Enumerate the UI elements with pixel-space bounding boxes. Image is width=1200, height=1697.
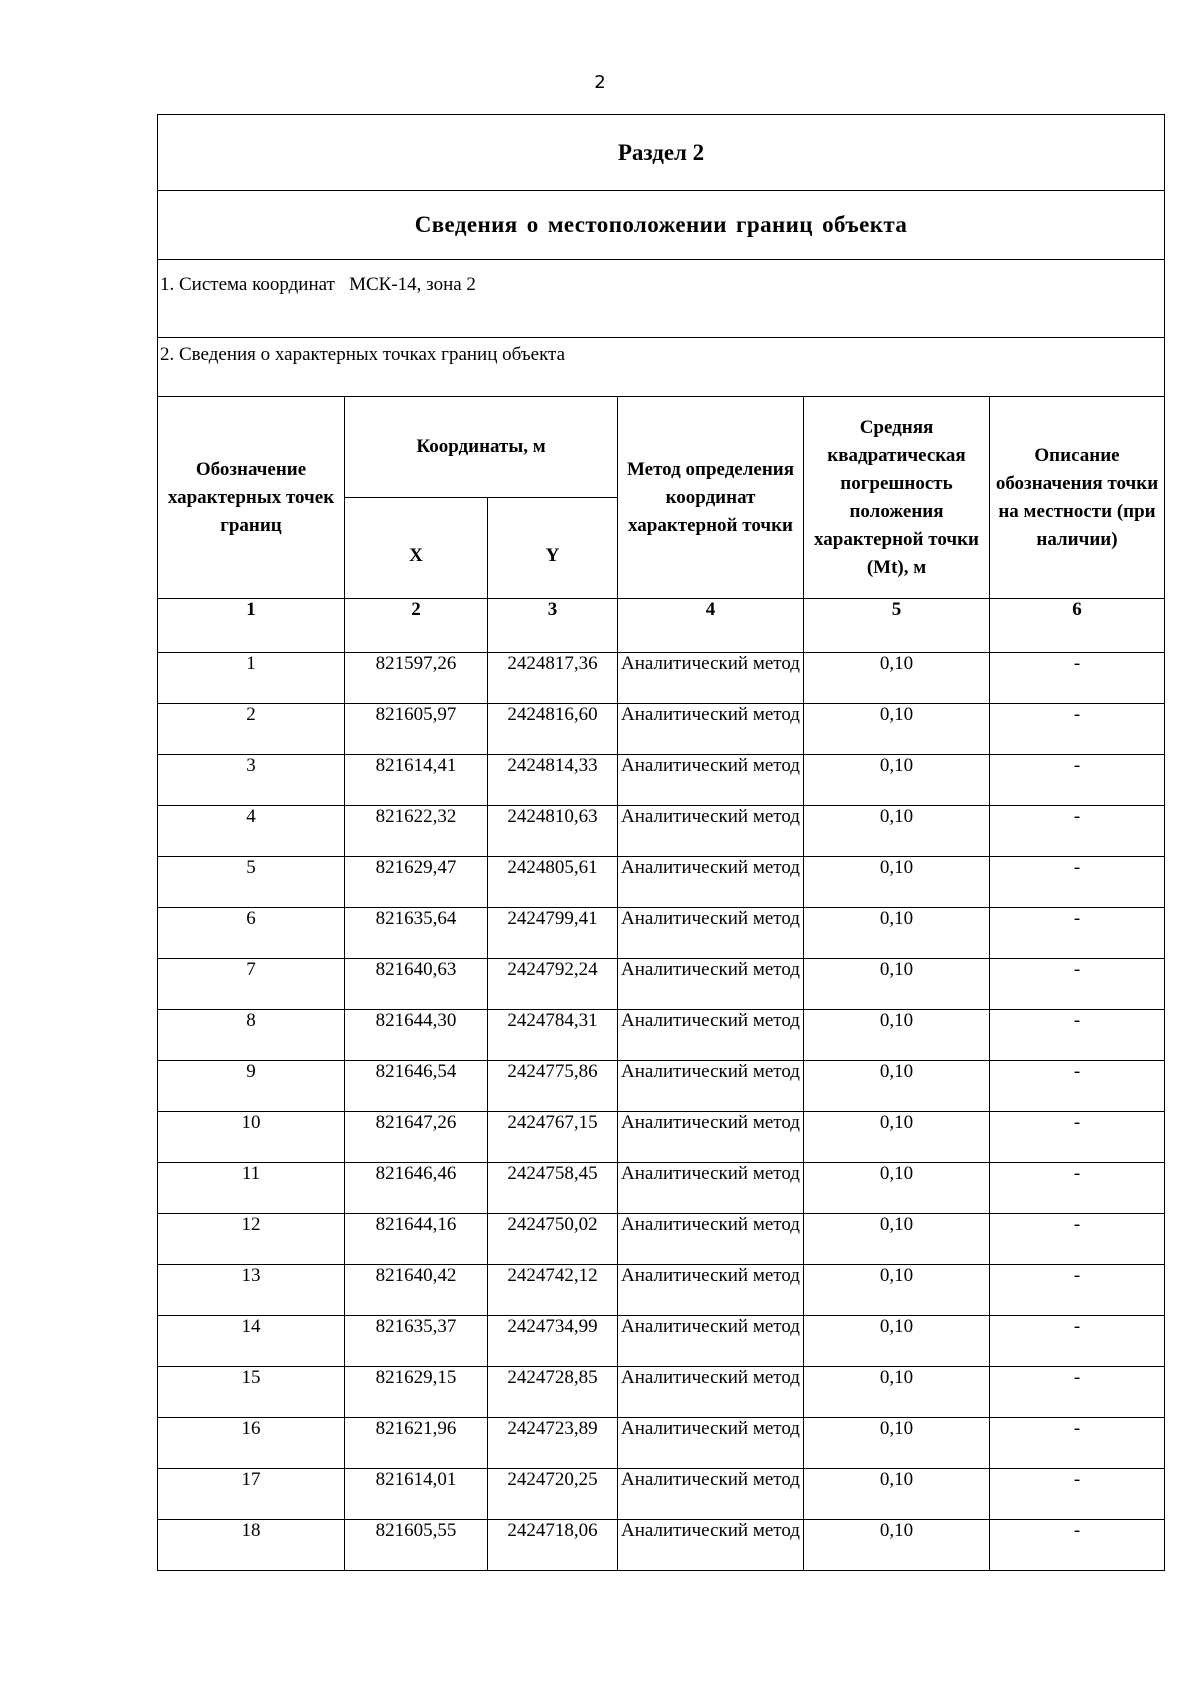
header-x: X (409, 545, 423, 566)
accuracy-cell: 0,10 (804, 1010, 990, 1061)
y-coordinate-cell: 2424734,99 (488, 1316, 618, 1367)
boundary-points-table (157, 114, 1165, 1571)
x-coordinate-cell: 821646,54 (345, 1061, 488, 1112)
method-cell: Аналитический метод (618, 1265, 804, 1316)
column-number: 5 (804, 599, 990, 653)
y-coordinate-cell: 2424767,15 (488, 1112, 618, 1163)
y-coordinate-cell: 2424792,24 (488, 959, 618, 1010)
method-cell: Аналитический метод (618, 1010, 804, 1061)
method-cell: Аналитический метод (618, 1316, 804, 1367)
description-cell: - (990, 1367, 1165, 1418)
description-cell: - (990, 1112, 1165, 1163)
table-row (158, 1163, 1165, 1214)
accuracy-cell: 0,10 (804, 806, 990, 857)
coordinate-system-label: 1. Система координат (160, 274, 335, 295)
page-number: 2 (594, 72, 606, 93)
y-coordinate-cell: 2424758,45 (488, 1163, 618, 1214)
description-cell: - (990, 704, 1165, 755)
y-coordinate-cell: 2424816,60 (488, 704, 618, 755)
table-row (158, 1469, 1165, 1520)
method-cell: Аналитический метод (618, 755, 804, 806)
accuracy-cell: 0,10 (804, 857, 990, 908)
x-coordinate-cell: 821644,30 (345, 1010, 488, 1061)
x-coordinate-cell: 821635,37 (345, 1316, 488, 1367)
table-row (158, 959, 1165, 1010)
accuracy-cell: 0,10 (804, 1520, 990, 1571)
coordinate-system-value: МСК-14, зона 2 (349, 274, 476, 295)
header-y: Y (545, 545, 560, 566)
description-cell: - (990, 1061, 1165, 1112)
table-row (158, 1265, 1165, 1316)
point-number-cell: 15 (158, 1367, 345, 1418)
description-cell: - (990, 1316, 1165, 1367)
method-cell: Аналитический метод (618, 1163, 804, 1214)
point-number-cell: 4 (158, 806, 345, 857)
header-method: Метод определения координат характерной точки (618, 397, 804, 599)
table-row (158, 908, 1165, 959)
coordinate-system-row (158, 260, 1165, 338)
y-coordinate-cell: 2424784,31 (488, 1010, 618, 1061)
description-cell: - (990, 959, 1165, 1010)
header-y-cell (488, 498, 618, 599)
table-row (158, 653, 1165, 704)
description-cell: - (990, 1265, 1165, 1316)
x-coordinate-cell: 821621,96 (345, 1418, 488, 1469)
accuracy-cell: 0,10 (804, 755, 990, 806)
method-cell: Аналитический метод (618, 1469, 804, 1520)
column-number: 2 (345, 599, 488, 653)
table-row (158, 857, 1165, 908)
x-coordinate-cell: 821644,16 (345, 1214, 488, 1265)
table-row (158, 1316, 1165, 1367)
header-x-cell (345, 498, 488, 599)
description-cell: - (990, 857, 1165, 908)
table-row (158, 1520, 1165, 1571)
y-coordinate-cell: 2424750,02 (488, 1214, 618, 1265)
accuracy-cell: 0,10 (804, 1112, 990, 1163)
y-coordinate-cell: 2424810,63 (488, 806, 618, 857)
table-row (158, 1418, 1165, 1469)
x-coordinate-cell: 821646,46 (345, 1163, 488, 1214)
header-description: Описание обозначения точки на местности (при наличии) (990, 397, 1165, 599)
y-coordinate-cell: 2424814,33 (488, 755, 618, 806)
accuracy-cell: 0,10 (804, 1469, 990, 1520)
point-number-cell: 5 (158, 857, 345, 908)
method-cell: Аналитический метод (618, 1418, 804, 1469)
y-coordinate-cell: 2424805,61 (488, 857, 618, 908)
x-coordinate-cell: 821614,41 (345, 755, 488, 806)
x-coordinate-cell: 821635,64 (345, 908, 488, 959)
point-number-cell: 7 (158, 959, 345, 1010)
method-cell: Аналитический метод (618, 1367, 804, 1418)
method-cell: Аналитический метод (618, 1520, 804, 1571)
column-number: 3 (488, 599, 618, 653)
y-coordinate-cell: 2424720,25 (488, 1469, 618, 1520)
point-number-cell: 3 (158, 755, 345, 806)
accuracy-cell: 0,10 (804, 908, 990, 959)
accuracy-cell: 0,10 (804, 1367, 990, 1418)
x-coordinate-cell: 821605,55 (345, 1520, 488, 1571)
column-number: 4 (618, 599, 804, 653)
method-cell: Аналитический метод (618, 704, 804, 755)
description-cell: - (990, 1010, 1165, 1061)
method-cell: Аналитический метод (618, 1112, 804, 1163)
point-number-cell: 13 (158, 1265, 345, 1316)
x-coordinate-cell: 821629,15 (345, 1367, 488, 1418)
description-cell: - (990, 1418, 1165, 1469)
method-cell: Аналитический метод (618, 806, 804, 857)
x-coordinate-cell: 821647,26 (345, 1112, 488, 1163)
point-number-cell: 6 (158, 908, 345, 959)
description-cell: - (990, 806, 1165, 857)
description-cell: - (990, 1163, 1165, 1214)
table-row (158, 1061, 1165, 1112)
point-number-cell: 12 (158, 1214, 345, 1265)
y-coordinate-cell: 2424817,36 (488, 653, 618, 704)
description-cell: - (990, 653, 1165, 704)
method-cell: Аналитический метод (618, 908, 804, 959)
x-coordinate-cell: 821640,42 (345, 1265, 488, 1316)
point-number-cell: 10 (158, 1112, 345, 1163)
table-row (158, 755, 1165, 806)
point-number-cell: 14 (158, 1316, 345, 1367)
table-row (158, 806, 1165, 857)
point-number-cell: 17 (158, 1469, 345, 1520)
accuracy-cell: 0,10 (804, 1061, 990, 1112)
y-coordinate-cell: 2424728,85 (488, 1367, 618, 1418)
point-number-cell: 1 (158, 653, 345, 704)
x-coordinate-cell: 821629,47 (345, 857, 488, 908)
method-cell: Аналитический метод (618, 959, 804, 1010)
description-cell: - (990, 1520, 1165, 1571)
method-cell: Аналитический метод (618, 857, 804, 908)
x-coordinate-cell: 821622,32 (345, 806, 488, 857)
x-coordinate-cell: 821640,63 (345, 959, 488, 1010)
accuracy-cell: 0,10 (804, 959, 990, 1010)
accuracy-cell: 0,10 (804, 1418, 990, 1469)
accuracy-cell: 0,10 (804, 653, 990, 704)
y-coordinate-cell: 2424799,41 (488, 908, 618, 959)
x-coordinate-cell: 821605,97 (345, 704, 488, 755)
point-number-cell: 9 (158, 1061, 345, 1112)
points-caption: 2. Сведения о характерных точках границ объекта (158, 338, 1165, 397)
column-number: 1 (158, 599, 345, 653)
column-numbers-row (158, 599, 1165, 653)
point-number-cell: 11 (158, 1163, 345, 1214)
accuracy-cell: 0,10 (804, 1316, 990, 1367)
description-cell: - (990, 1469, 1165, 1520)
point-number-cell: 18 (158, 1520, 345, 1571)
header-point-designation: Обозначение характерных точек границ (158, 397, 345, 599)
accuracy-cell: 0,10 (804, 1163, 990, 1214)
x-coordinate-cell: 821597,26 (345, 653, 488, 704)
section-title: Раздел 2 (158, 115, 1165, 191)
accuracy-cell: 0,10 (804, 704, 990, 755)
table-row (158, 1367, 1165, 1418)
method-cell: Аналитический метод (618, 1214, 804, 1265)
y-coordinate-cell: 2424742,12 (488, 1265, 618, 1316)
x-coordinate-cell: 821614,01 (345, 1469, 488, 1520)
method-cell: Аналитический метод (618, 653, 804, 704)
table-row (158, 1112, 1165, 1163)
y-coordinate-cell: 2424718,06 (488, 1520, 618, 1571)
header-accuracy: Средняя квадратическая погрешность положения характерной точки (Mt), м (804, 397, 990, 599)
table-row (158, 1010, 1165, 1061)
description-cell: - (990, 1214, 1165, 1265)
y-coordinate-cell: 2424775,86 (488, 1061, 618, 1112)
point-number-cell: 2 (158, 704, 345, 755)
accuracy-cell: 0,10 (804, 1214, 990, 1265)
table-row (158, 1214, 1165, 1265)
table-row (158, 704, 1165, 755)
point-number-cell: 16 (158, 1418, 345, 1469)
description-cell: - (990, 755, 1165, 806)
method-cell: Аналитический метод (618, 1061, 804, 1112)
y-coordinate-cell: 2424723,89 (488, 1418, 618, 1469)
description-cell: - (990, 908, 1165, 959)
point-number-cell: 8 (158, 1010, 345, 1061)
accuracy-cell: 0,10 (804, 1265, 990, 1316)
header-coordinates: Координаты, м (345, 397, 618, 498)
section-subtitle: Сведения о местоположении границ объекта (158, 191, 1165, 260)
column-number: 6 (990, 599, 1165, 653)
